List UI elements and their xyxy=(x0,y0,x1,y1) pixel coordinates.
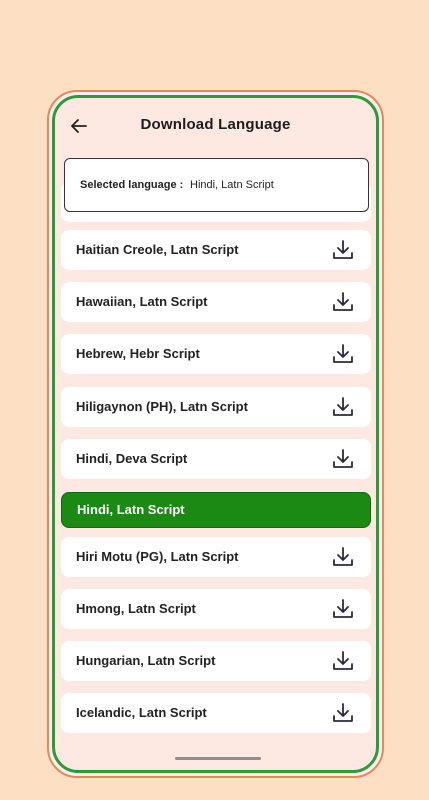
page-title: Download Language xyxy=(140,116,291,133)
download-icon[interactable] xyxy=(331,649,355,673)
app-screen xyxy=(52,95,379,773)
download-icon[interactable] xyxy=(331,238,355,262)
download-icon[interactable] xyxy=(331,290,355,314)
language-item-selected[interactable] xyxy=(61,492,371,528)
language-item-label: Hebrew, Hebr Script xyxy=(76,346,200,361)
language-item-label: Icelandic, Latn Script xyxy=(76,705,207,720)
language-item-label: Haitian Creole, Latn Script xyxy=(76,242,239,257)
language-item[interactable] xyxy=(61,537,371,577)
selected-language-box xyxy=(64,158,369,212)
download-icon[interactable] xyxy=(331,342,355,366)
home-indicator[interactable] xyxy=(175,757,261,760)
language-item-label: Hindi, Latn Script xyxy=(77,502,185,517)
selected-language-label: Selected language : xyxy=(80,179,184,191)
language-item-label: Hiri Motu (PG), Latn Script xyxy=(76,549,239,564)
language-item[interactable] xyxy=(61,589,371,629)
language-item[interactable] xyxy=(61,282,371,322)
download-icon[interactable] xyxy=(331,447,355,471)
download-icon[interactable] xyxy=(331,597,355,621)
app-header xyxy=(55,98,376,154)
selected-language-value: Hindi, Latn Script xyxy=(190,179,274,191)
language-item-label: Hawaiian, Latn Script xyxy=(76,294,208,309)
language-item-label: Hindi, Deva Script xyxy=(76,451,188,466)
language-item[interactable] xyxy=(61,230,371,270)
language-item[interactable] xyxy=(61,387,371,427)
language-item-label: Hiligaynon (PH), Latn Script xyxy=(76,399,248,414)
language-item-label: Hungarian, Latn Script xyxy=(76,653,216,668)
download-icon[interactable] xyxy=(331,395,355,419)
download-icon[interactable] xyxy=(331,545,355,569)
download-icon[interactable] xyxy=(331,701,355,725)
language-item[interactable] xyxy=(61,693,371,733)
language-item[interactable] xyxy=(61,439,371,479)
language-item-label: Hmong, Latn Script xyxy=(76,601,196,616)
language-item[interactable] xyxy=(61,641,371,681)
language-item[interactable] xyxy=(61,334,371,374)
language-list[interactable] xyxy=(55,210,376,770)
